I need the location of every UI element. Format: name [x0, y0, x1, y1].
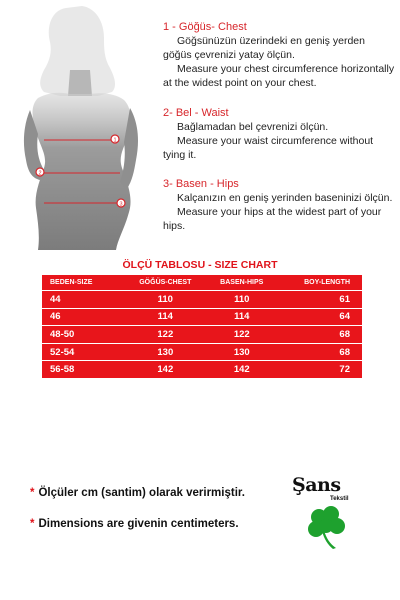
cell-size: 52-54: [42, 343, 124, 361]
cell-length: 72: [277, 361, 362, 378]
header-chest: GÖĞÜS-CHEST: [124, 275, 207, 291]
hips-heading: 3- Basen - Hips: [163, 178, 239, 190]
cell-chest: 114: [124, 308, 207, 326]
note-star: *: [30, 487, 35, 499]
cell-length: 68: [277, 326, 362, 344]
hips-instruction-en: Measure your hips at the widest part of your hips.: [163, 206, 382, 232]
marker-number-3: 3: [119, 201, 123, 208]
hips-instruction-tr: Kalçanızın en geniş yerinden baseninizi ölçün.: [177, 192, 393, 204]
table-row: [42, 361, 362, 378]
header-size: BEDEN-SIZE: [42, 275, 124, 291]
header-length: BOY-LENGTH: [277, 275, 362, 291]
logo-sub: Tekstil: [330, 496, 349, 502]
note-english-text: Dimensions are givenin centimeters.: [38, 518, 239, 530]
cell-length: 61: [277, 291, 362, 309]
cell-chest: 142: [124, 361, 207, 378]
size-chart-table: [42, 275, 362, 378]
chest-instruction-en: Measure your chest circumference horizontally at the widest point on your chest.: [163, 63, 395, 89]
chest-instruction: [163, 20, 395, 90]
table-row: [42, 326, 362, 344]
cell-size: 48-50: [42, 326, 124, 344]
cell-size: 46: [42, 308, 124, 326]
chest-heading: 1 - Göğüs- Chest: [163, 21, 247, 33]
table-header-row: [42, 275, 362, 291]
chest-instruction-tr: Göğsünüzün üzerindeki en geniş yerden göğüs çevrenizi yatay ölçün.: [163, 35, 365, 61]
brand-logo: [292, 474, 372, 554]
cell-chest: 122: [124, 326, 207, 344]
size-chart-title: ÖLÇÜ TABLOSU - SIZE CHART: [122, 259, 278, 271]
marker-number-1: 1: [113, 137, 117, 144]
waist-instruction-en: Measure your waist circumference without tying it.: [163, 135, 374, 161]
waist-instruction: [163, 106, 395, 162]
cell-hips: 130: [207, 343, 277, 361]
marker-number-2: 2: [38, 170, 42, 177]
waist-instruction-tr: Bağlamadan bel çevrenizi ölçün.: [177, 121, 329, 133]
cell-hips: 110: [207, 291, 277, 309]
cell-size: 56-58: [42, 361, 124, 378]
note-english: [30, 518, 239, 530]
cell-hips: 114: [207, 308, 277, 326]
body-silhouette-figure: [0, 0, 160, 250]
cell-hips: 122: [207, 326, 277, 344]
note-turkish: [30, 487, 245, 499]
table-row: [42, 308, 362, 326]
cell-chest: 110: [124, 291, 207, 309]
note-star: *: [30, 518, 35, 530]
cell-hips: 142: [207, 361, 277, 378]
cell-length: 64: [277, 308, 362, 326]
clover-icon: [302, 504, 352, 550]
cell-length: 68: [277, 343, 362, 361]
hips-instruction: [163, 177, 395, 233]
cell-size: 44: [42, 291, 124, 309]
header-hips: BASEN-HIPS: [207, 275, 277, 291]
note-turkish-text: Ölçüler cm (santim) olarak verirmiştir.: [38, 487, 245, 499]
cell-chest: 130: [124, 343, 207, 361]
waist-heading: 2- Bel - Waist: [163, 107, 229, 119]
table-row: [42, 291, 362, 309]
table-row: [42, 343, 362, 361]
logo-name: Şans: [292, 474, 341, 496]
